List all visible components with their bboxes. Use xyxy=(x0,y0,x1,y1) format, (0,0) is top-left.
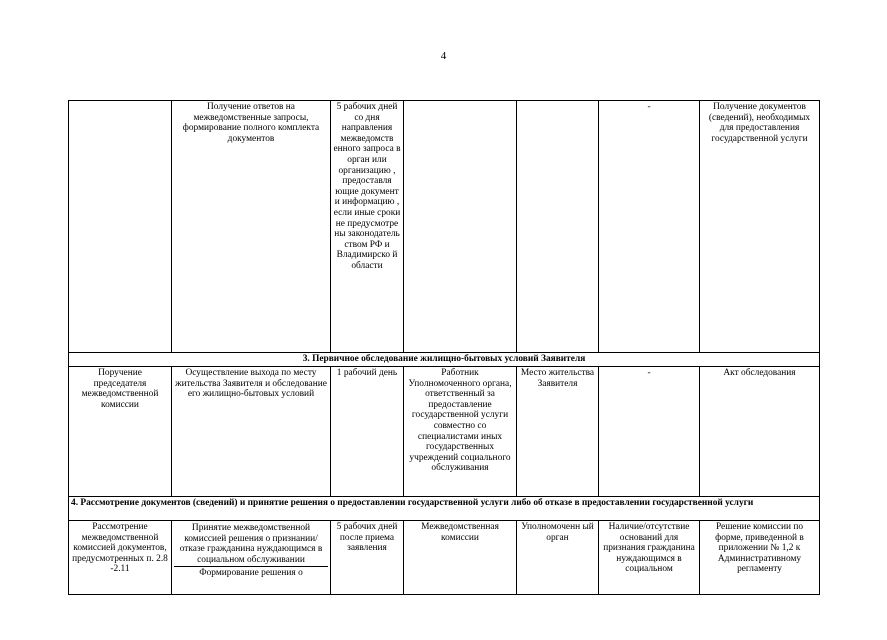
table-cell: - xyxy=(599,367,700,497)
table-cell xyxy=(517,101,599,353)
section-heading: 3. Первичное обследование жилищно-бытовых условий Заявителя xyxy=(69,353,820,367)
table-cell: Акт обследования xyxy=(700,367,820,497)
cell-part: Формирование решения о xyxy=(199,568,303,579)
table-cell: 5 рабочих дней после приема заявления xyxy=(331,521,404,595)
table-cell: Работник Уполномоченного органа, ответственный за предоставление государственной услуги совместно со специалистами иных государственных учреждений социального обслуживания xyxy=(404,367,517,497)
table-cell: Уполномоченн ый орган xyxy=(517,521,599,595)
table-row xyxy=(69,367,820,497)
procedure-table xyxy=(68,100,820,595)
table-cell: Осуществление выхода по месту жительства Заявителя и обследование его жилищно-бытовых условий xyxy=(172,367,331,497)
section-row xyxy=(69,497,820,521)
table-cell: 1 рабочий день xyxy=(331,367,404,497)
table-cell: Рассмотрение межведомственной комиссией документов, предусмотренных п. 2.8 -2.11 xyxy=(69,521,172,595)
table-row xyxy=(69,521,820,595)
table-cell xyxy=(404,101,517,353)
cell-part: Принятие межведомственной комиссией решения о признании/отказе гражданина нуждающимся в социальном обслуживании xyxy=(174,522,328,567)
section-heading: 4. Рассмотрение документов (сведений) и принятие решения о предоставлении государственной услуги либо об отказе в предоставлении государственной услуги xyxy=(69,497,820,521)
table-cell xyxy=(172,521,331,595)
table-cell: Место жительства Заявителя xyxy=(517,367,599,497)
table-cell xyxy=(69,101,172,353)
table-cell: Наличие/отсутствие оснований для признания гражданина нуждающимся в социальном xyxy=(599,521,700,595)
table-cell: - xyxy=(599,101,700,353)
table-cell: Получение документов (сведений), необходимых для предоставления государственной услуги xyxy=(700,101,820,353)
table-row xyxy=(69,101,820,353)
section-row xyxy=(69,353,820,367)
table-cell: Межведомственная комиссии xyxy=(404,521,517,595)
table-cell: Поручение председателя межведомственной комиссии xyxy=(69,367,172,497)
table-cell: 5 рабочих дней со дня направления межведомств енного запроса в орган или организацию , предоставля ющие документ и информацию , если иные сроки не предусмотре ны законодатель ством РФ и Владимирско й области xyxy=(331,101,404,353)
table-cell: Решение комиссии по форме, приведенной в приложении № 1,2 к Административному регламенту xyxy=(700,521,820,595)
table-cell: Получение ответов на межведомственные запросы, формирование полного комплекта документов xyxy=(172,101,331,353)
page-number: 4 xyxy=(440,50,447,62)
